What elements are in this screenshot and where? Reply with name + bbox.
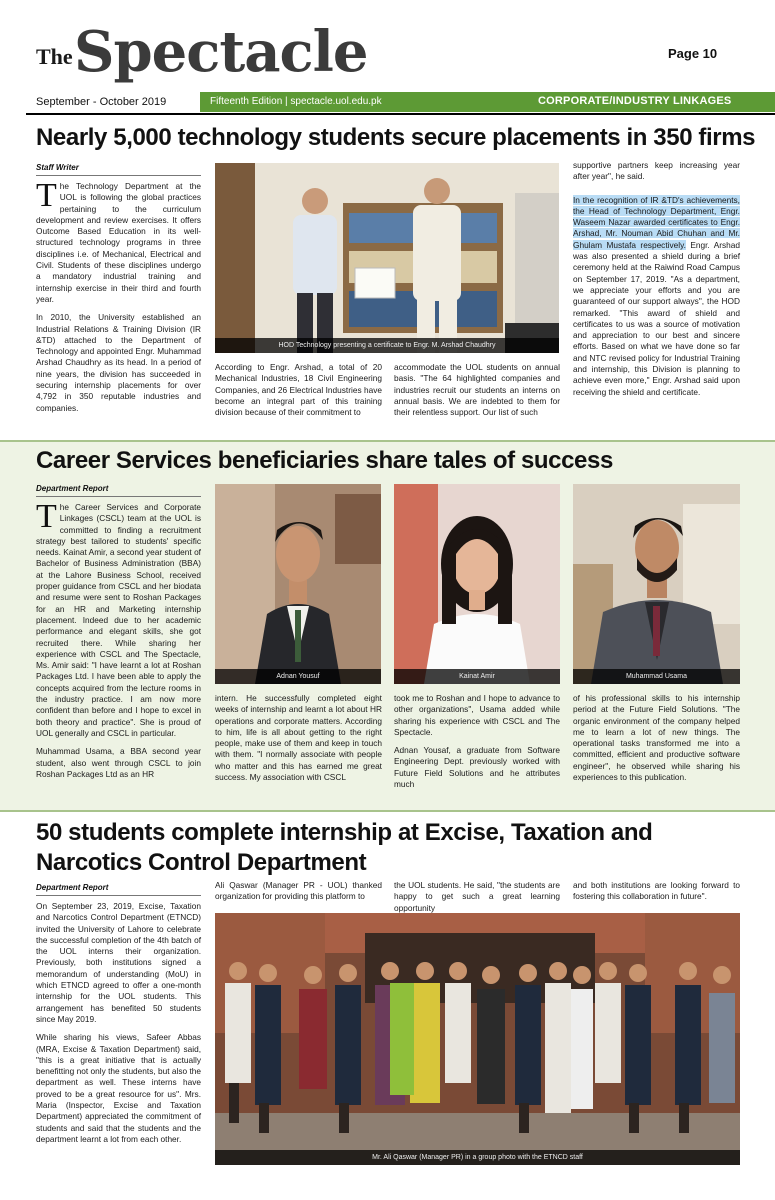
article2-col4-text: of his professional skills to his internship period at the Future Field Solutions. "The organic environment of the company helped me to learn a lot of new things. The operational tasks transformed me into a committed, efficient and productive software engineer", he observed while sharing his experiences to this publication. [573, 693, 740, 783]
edition-info: Fifteenth Edition | spectacle.uol.edu.pk [210, 96, 382, 107]
portrait1-caption: Adnan Yousuf [215, 669, 381, 684]
portrait-photo-1 [215, 484, 381, 684]
article3-col2-text: Ali Qaswar (Manager PR - UOL) thanked organization for providing this platform to [215, 880, 382, 902]
article1-col3-text: accommodate the UOL students on annual basis. "The 64 highlighted companies and industries recruit our students an interns on annual basis. We are indebted to them for their relentless support. Our list of such [394, 362, 560, 418]
article3-byline: Department Report [36, 883, 109, 892]
article1-highlighted-text: In the recognition of IR &TD's achievements, the Head of Technology Department, Engr. Waseem Nazar awarded certificates to Engr. Arshad, Mr. Nouman Abid Chuhan and Mr. Ghulam Mustafa respectively. [573, 194, 740, 250]
portrait-photo-3 [573, 484, 740, 684]
article3-para2: While sharing his views, Safeer Abbas (MRA, Excise & Taxation Department) said, "this is a great initiative that is actually benefitting not only the students, but also the department as well. These interns have proved to be a great resource for us". Mrs. Maria (Inspector, Excise and Taxation Department) appreciated the commitment of students and said that the students and the department learnt a lot from each other. [36, 1032, 201, 1144]
article1-byline: Staff Writer [36, 163, 79, 172]
section-label: CORPORATE/INDUSTRY LINKAGES [538, 95, 732, 107]
article1-col4 [573, 160, 740, 432]
article3-col3 [394, 880, 560, 913]
article2-col3-para1: took me to Roshan and I hope to advance to other organizations", Usama added while sharing his experience with CSCL and The Spectacle. [394, 693, 560, 737]
article1-col3 [394, 362, 560, 430]
article2-byline: Department Report [36, 484, 109, 493]
article2-para1: he Career Services and Corporate Linkages (CSCL) team at the UOL is committed to finding a recruitment strategy best tailored to students' specific needs. Kainat Amir, a second year student of Bachelor of Business Administration (BBA) at the Lahore Business School, received proper guidance from CSCL and her biodata and resume were sent to Roshan Packages for an HR and Marketing internship placement. Indeed due to her academic performance and elegant skills, she got recruited there. While sharing her experience with CSCL and The Spectacle, Ms. Amir said: "I have learnt a lot at Roshan Packages Ltd. I have been able to apply the concepts acquired from the lecture rooms in the industry practice. I am now more confident than before and I hope to excel in both theory and practice". She is proud of UOL generally and CSCL in particular. [36, 502, 201, 738]
group-photo-caption: Mr. Ali Qaswar (Manager PR) in a group photo with the ETNCD staff [215, 1150, 740, 1165]
certificate-presentation-photo [215, 163, 559, 353]
portrait-muhammad-usama [573, 484, 740, 684]
article2-col1 [36, 498, 201, 804]
article2-col3 [394, 693, 560, 805]
article1-col4-para1: supportive partners keep increasing year after year", he said. [573, 160, 740, 182]
byline-rule [36, 496, 201, 497]
band-rule-bottom [0, 810, 775, 812]
article3-col1 [36, 901, 201, 1171]
article3-headline-line2: Narcotics Control Department [36, 849, 367, 876]
portrait-kainat-amir [394, 484, 560, 684]
article2-para2: Muhammad Usama, a BBA second year student, also went through CSCL to join Roshan Packages Ltd as an HR [36, 746, 201, 779]
masthead-the: The [36, 44, 73, 69]
portrait3-caption: Muhammad Usama [573, 669, 740, 684]
article1-col2-text: According to Engr. Arshad, a total of 20 Mechanical Industries, 18 Civil Engineering Companies, and 26 Electrical Industries have become an integral part of this training division because of their commitment to [215, 362, 382, 418]
article3-col4 [573, 880, 740, 906]
etncd-group-photo [215, 913, 740, 1165]
page-number: Page 10 [668, 46, 718, 61]
article2-col4 [573, 693, 740, 805]
article1-photo [215, 163, 559, 353]
issue-date: September - October 2019 [36, 96, 167, 108]
article3-col4-text: and both institutions are looking forward to fostering this collaboration in future". [573, 880, 740, 902]
group-photo [215, 913, 740, 1165]
article2-col2-text: intern. He successfully completed eight weeks of internship and learnt a lot about HR operations and corporate matters. According to him, life is all about getting to the right people, make use of them and keep in touch with them. "I normally associate with people who matter and this has earned me great success. My association with CSCL [215, 693, 382, 783]
portrait2-caption: Kainat Amir [394, 669, 560, 684]
article1-para2: In 2010, the University established an Industrial Relations & Training Division (IR &TD) attached to the Department of Technology and appointed Engr. Muhammad Arshad Chaudhry as its head. In a period of nine years, the division has succeeded in securing internship placements for over 4,792 in 350 reputable industries and companies. [36, 312, 201, 413]
article1-para1: he Technology Department at the UOL is following the global practices pertaining to the curriculum development and review exercises. It offers Outcome Based Education in its well-structured technology programs in three disciplines i.e. of Mechanical, Electrical and Civil. Students of these disciplines undergo a mandatory industrial training and internship exercise in their third and fourth year. [36, 181, 201, 304]
article3-para1: On September 23, 2019, Excise, Taxation and Narcotics Control Department (ETNCD) invited the University of Lahore to celebrate the successful completion of the 4th batch of the UOL interns their organization. Previously, both institutions signed a memorandum of understanding (MoU) in which ETNCD agreed to offer a one-month internship for the UOL students. This arrangement has benefited 50 students since May 2019. [36, 901, 201, 1024]
byline-rule [36, 175, 201, 176]
masthead-rule [26, 113, 775, 115]
article2-dropcap: T [36, 498, 57, 535]
article1-col1 [36, 177, 201, 431]
portrait-photo-2 [394, 484, 560, 684]
article1-col4-para2: Engr. Arshad was also presented a shield during a brief ceremony held at the Raiwind Road Campus on September 17, 2019. "As a department, we appreciate your efforts and you are guaranteed of our support always", the HOD remarked. "This award of shield and certificates to us was a source of motivation and appreciation to our best and sincere efforts. Based on what we have done so far and NTC revised policy for Industrial Training and internship, this Division is planning to achieve even more," Engr. Arshad said upon receiving the shield and certificate. [573, 239, 740, 397]
article2-headline: Career Services beneficiaries share tales of success [36, 447, 613, 474]
article2-col2 [215, 693, 382, 805]
article3-col2 [215, 880, 382, 906]
article1-dropcap: T [36, 177, 57, 214]
article3-headline-line1: 50 students complete internship at Excise, Taxation and [36, 819, 653, 846]
article1-headline: Nearly 5,000 technology students secure placements in 350 firms [36, 124, 756, 151]
article3-col3-text: the UOL students. He said, "the students are happy to get such a great learning opportunity [394, 880, 560, 913]
byline-rule [36, 895, 201, 896]
article1-col2 [215, 362, 382, 430]
portrait-adnan-yousuf [215, 484, 381, 684]
article1-photo-caption: HOD Technology presenting a certificate to Engr. M. Arshad Chaudhry [215, 338, 559, 353]
band-rule-top [0, 440, 775, 442]
masthead-title: Spectacle [74, 19, 368, 85]
article2-col3-para2: Adnan Yousaf, a graduate from Software Engineering Dept. previously worked with Future Field Solutions and he attributes much [394, 745, 560, 790]
